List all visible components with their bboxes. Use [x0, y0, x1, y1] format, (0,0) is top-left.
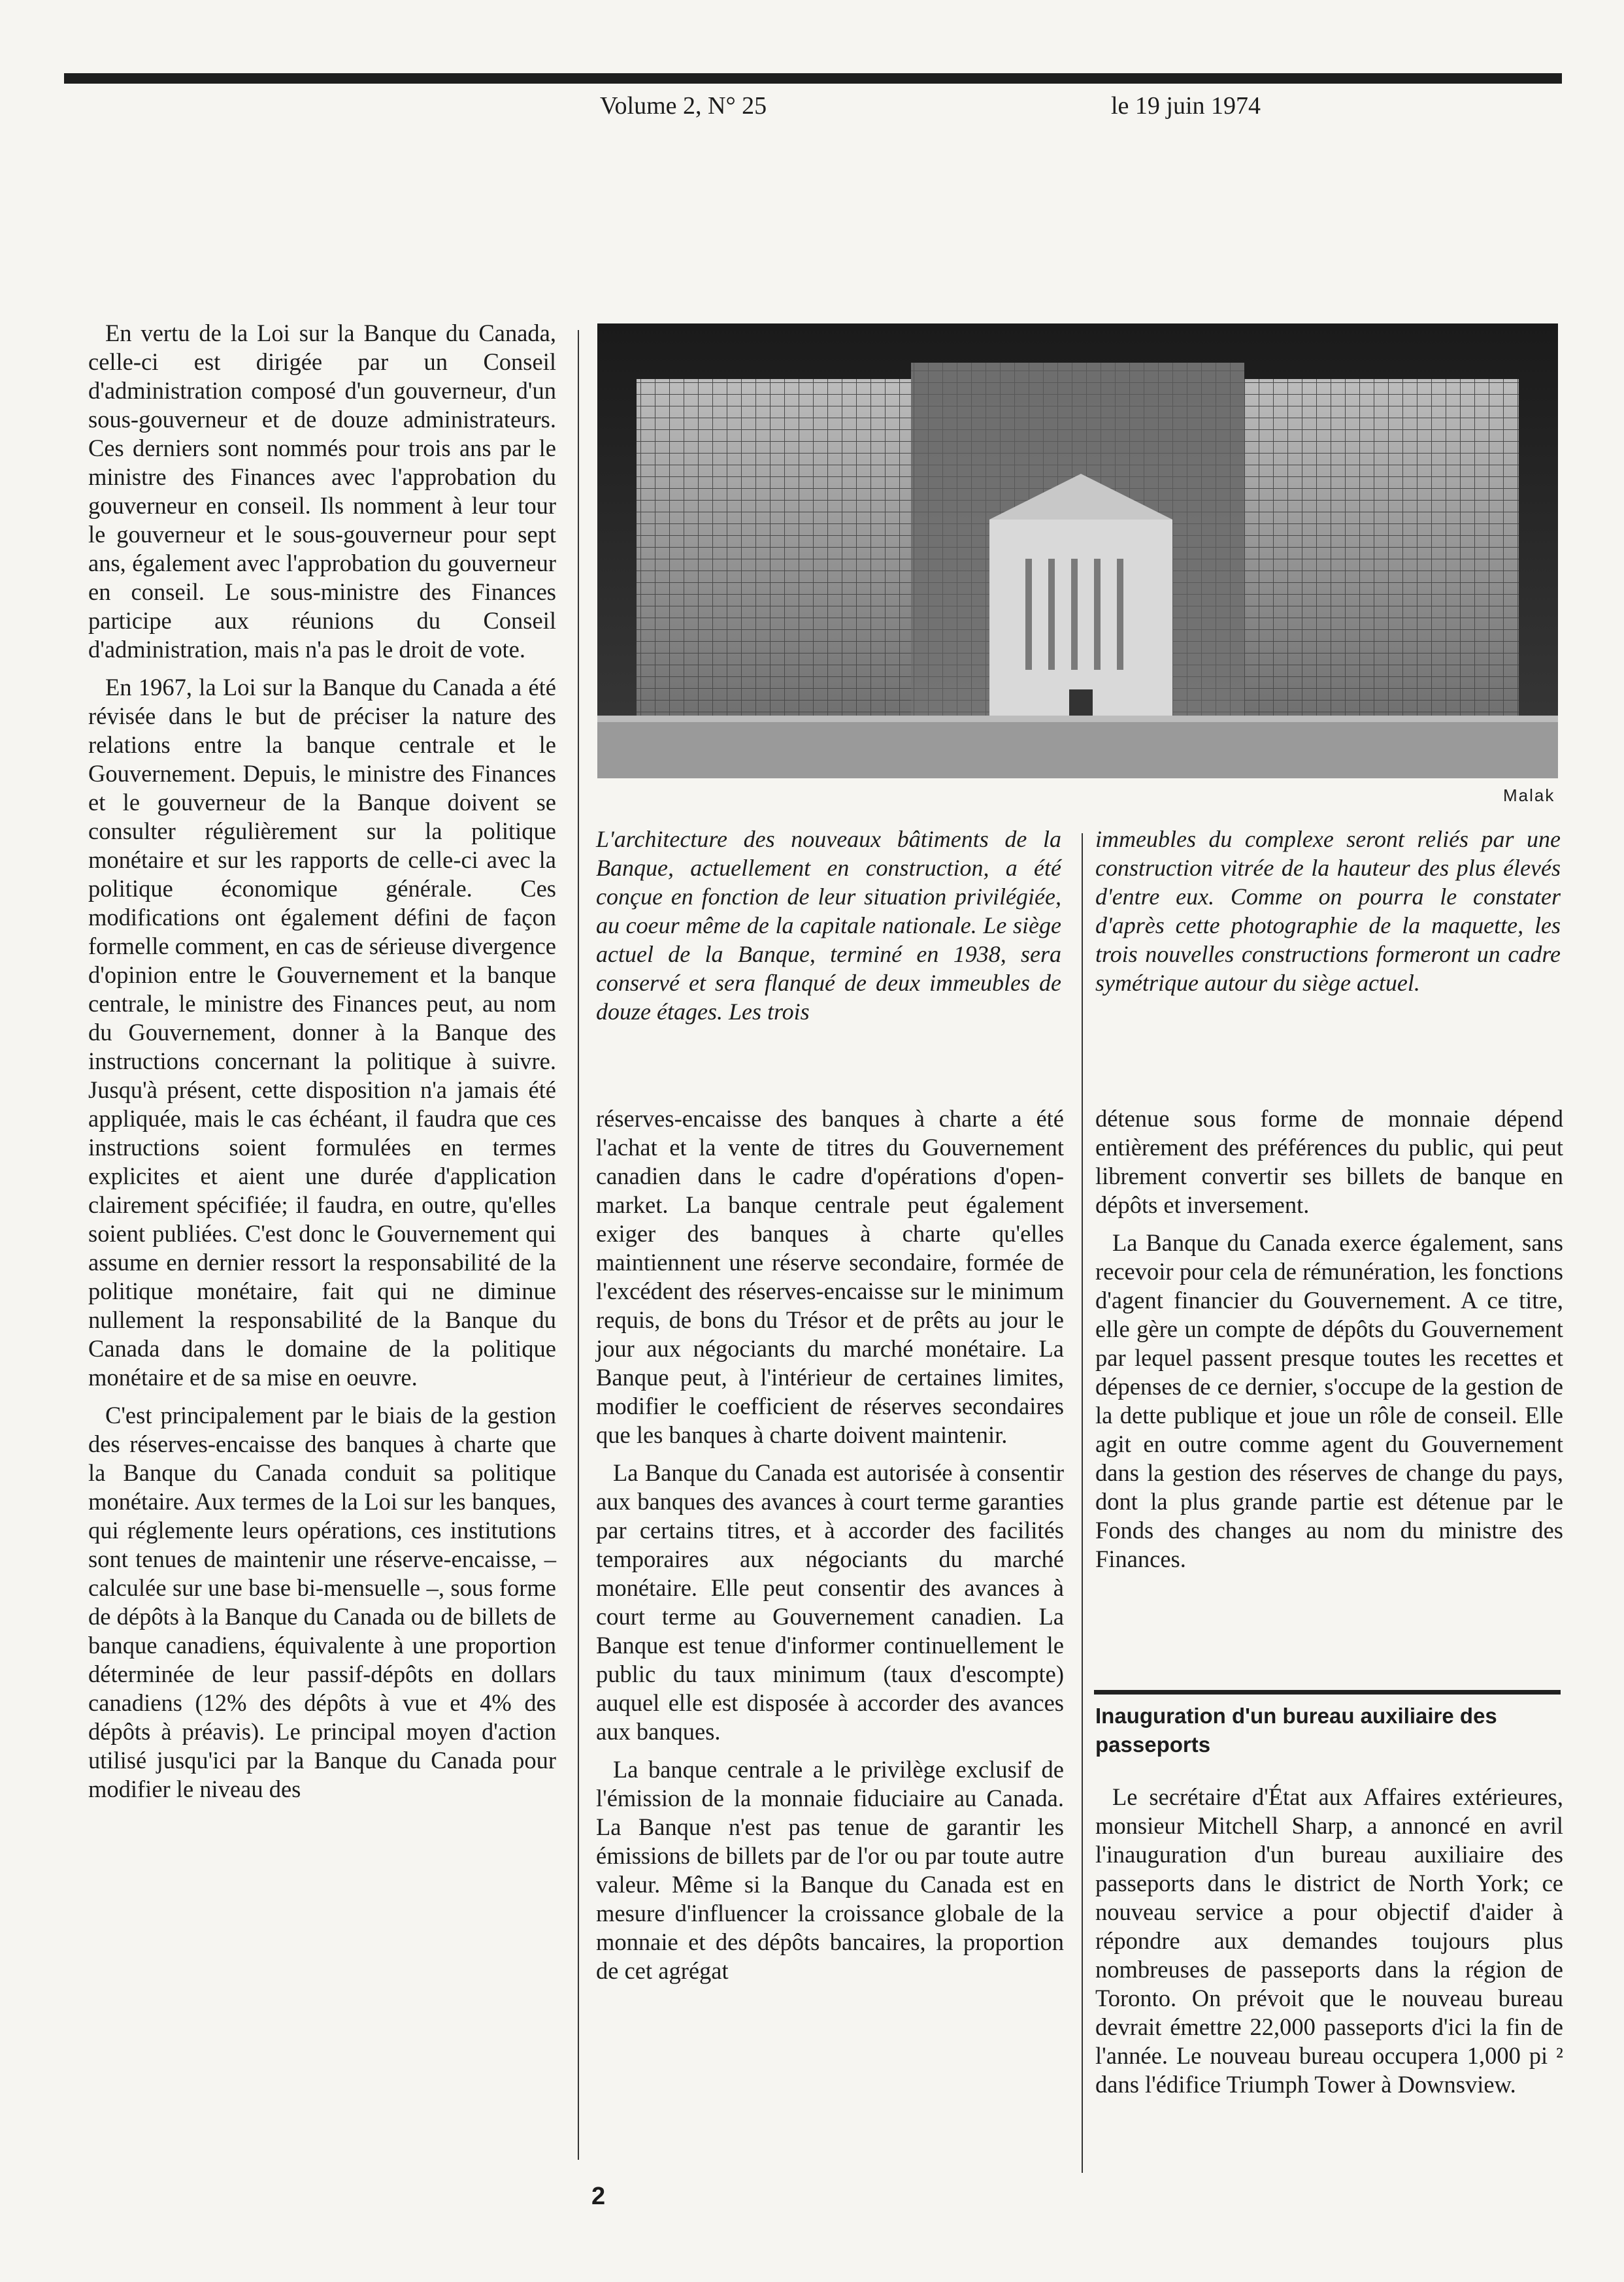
column-divider	[578, 330, 579, 2160]
masthead-rule	[64, 73, 1562, 84]
paragraph: Le secrétaire d'État aux Affaires extérieures, monsieur Mitchell Sharp, a annoncé en avril l'inauguration d'un bureau auxiliaire des passeports dans le district de North York; ce nouveau service a pour objectif d'aider à répondre aux demandes toujours plus nombreuses de passeports dans la région de Toronto. On prévoit que le nouveau bureau devrait émettre 22,000 passeports d'ici la fin de l'année. Le nouveau bureau occupera 1,000 pi ² dans l'édifice Triumph Tower à Downsview.	[1095, 1783, 1563, 2098]
paragraph: La Banque du Canada exerce également, sans recevoir pour cela de rémunération, les fonctions d'agent financier du Gouvernement. A ce titre, elle gère un compte de dépôts du Gouvernement par lequel passent presque toutes les recettes et dépenses de ce dernier, s'occupe de la gestion de la dette publique et joue un rôle de conseil. Elle agit en outre comme agent du Gouvernement dans la gestion des réserves de change du pays, dont la plus grande partie est détenue par le Fonds des changes au nom du ministre des Finances.	[1095, 1229, 1563, 1572]
bank-building-model-photo	[597, 323, 1558, 778]
paragraph: En vertu de la Loi sur la Banque du Canada, celle-ci est dirigée par un Conseil d'administration composé d'un gouverneur, d'un sous-gouverneur et de douze administrateurs. Ces derniers sont nommés pour trois ans par le ministre des Finances avec l'approbation du gouverneur en conseil. Ils nomment à leur tour le gouverneur et le sous-gouverneur pour sept ans, également avec l'approbation du gouverneur en conseil. Le sous-ministre des Finances participe aux réunions du Conseil d'administration, mais n'a pas le droit de vote.	[88, 320, 556, 663]
photo-caption-part-2: immeubles du complexe seront reliés par une construction vitrée de la hauteur des plus élevés d'entre eux. Comme on pourra le constater d'après cette photographie de la maquette, les trois nouvelles constructions formeront un cadre symétrique autour du siège actuel.	[1095, 826, 1561, 996]
article-column-2	[596, 1104, 1064, 1994]
paragraph: La banque centrale a le privilège exclusif de l'émission de la monnaie fiduciaire au Canada. La Banque n'est pas tenue de garantir les émissions de billets par de l'or ou par toute autre valeur. Même si la Banque du Canada est en mesure d'influencer la croissance globale de la monnaie et des dépôts bancaires, la proportion de cet agrégat	[596, 1756, 1064, 1984]
paragraph: réserves-encaisse des banques à charte a été l'achat et la vente de titres du Gouvernement canadien dans le cadre d'opérations d'open-market. La banque centrale peut également exiger des banques à charte qu'elles maintiennent une réserve secondaire, formée de l'excédent des réserves-encaisse sur le minimum requis, de bons du Trésor et de prêts au jour le jour aux négociants du marché monétaire. La Banque peut, à l'intérieur de certaines limites, modifier le coefficient de réserves secondaires que les banques à charte doivent maintenir.	[596, 1105, 1064, 1448]
sidebar-headline: Inauguration d'un bureau auxiliaire des passeports	[1095, 1704, 1497, 1757]
paragraph: C'est principalement par le biais de la gestion des réserves-encaisse des banques à charte que la Banque du Canada conduit sa politique monétaire. Aux termes de la Loi sur les banques, qui réglemente leurs opérations, ces institutions sont tenues de maintenir une réserve-encaisse, – calculée sur une base bi-mensuelle –, sous forme de dépôts à la Banque du Canada ou de billets de banque canadiens, équivalente à une proportion déterminée de leur passif-dépôts en dollars canadiens (12% des dépôts à vue et 4% des dépôts à préavis). Le principal moyen d'action utilisé jusqu'ici par la Banque du Canada pour modifier le niveau des	[88, 1402, 556, 1802]
article-column-1	[88, 319, 556, 1813]
page-number: 2	[591, 2183, 606, 2210]
issue-date: le 19 juin 1974	[1111, 92, 1261, 120]
photo-credit: Malak	[1503, 785, 1555, 805]
sidebar-article	[1095, 1783, 1563, 2108]
article-column-3	[1095, 1104, 1563, 1583]
photo-caption-part-1: L'architecture des nouveaux bâtiments de la Banque, actuellement en construction, a été conçue en fonction de leur situation privilégiée, au coeur même de la capitale nationale. Le siège actuel de la Banque, terminé en 1938, sera conservé et sera flanqué de deux immeubles de douze étages. Les trois	[596, 826, 1061, 1025]
paragraph: La Banque du Canada est autorisée à consentir aux banques des avances à court terme garanties par certains titres, et à accorder des facilités temporaires aux négociants du marché monétaire. Elle peut consentir des avances à court terme au Gouvernement canadien. La Banque est tenue d'informer continuellement le public du taux minimum (taux d'escompte) auquel elle est disposée à accorder des avances aux banques.	[596, 1459, 1064, 1745]
paragraph: détenue sous forme de monnaie dépend entièrement des préférences du public, qui peut librement convertir ses billets de banque en dépôts et inversement.	[1095, 1105, 1563, 1218]
paragraph: En 1967, la Loi sur la Banque du Canada a été révisée dans le but de préciser la nature des relations entre la banque centrale et le Gouvernement. Depuis, le ministre des Finances et le gouverneur de la Banque doivent se consulter régulièrement sur la politique monétaire et sur les rapports de celle-ci avec la politique économique générale. Ces modifications ont également défini de façon formelle comment, en cas de sérieuse divergence d'opinion entre le Gouvernement et la banque centrale, le ministre des Finances peut, au nom du Gouvernement, donner à la Banque des instructions concernant la politique à suivre. Jusqu'à présent, cette disposition n'a jamais été appliquée, mais le cas échéant, il faudra que ces instructions soient formulées en termes explicites et aient une durée d'application clairement spécifiée; il faudra, en outre, qu'elles soient publiées. C'est donc le Gouvernement qui assume en dernier ressort la responsabilité de la politique monétaire, fait qui ne diminue nullement la responsabilité de la Banque du Canada dans le domaine de la politique monétaire et de sa mise en oeuvre.	[88, 674, 556, 1391]
issue-volume: Volume 2, N° 25	[600, 92, 767, 120]
sidebar-rule	[1094, 1690, 1561, 1695]
column-divider	[1082, 833, 1083, 2173]
